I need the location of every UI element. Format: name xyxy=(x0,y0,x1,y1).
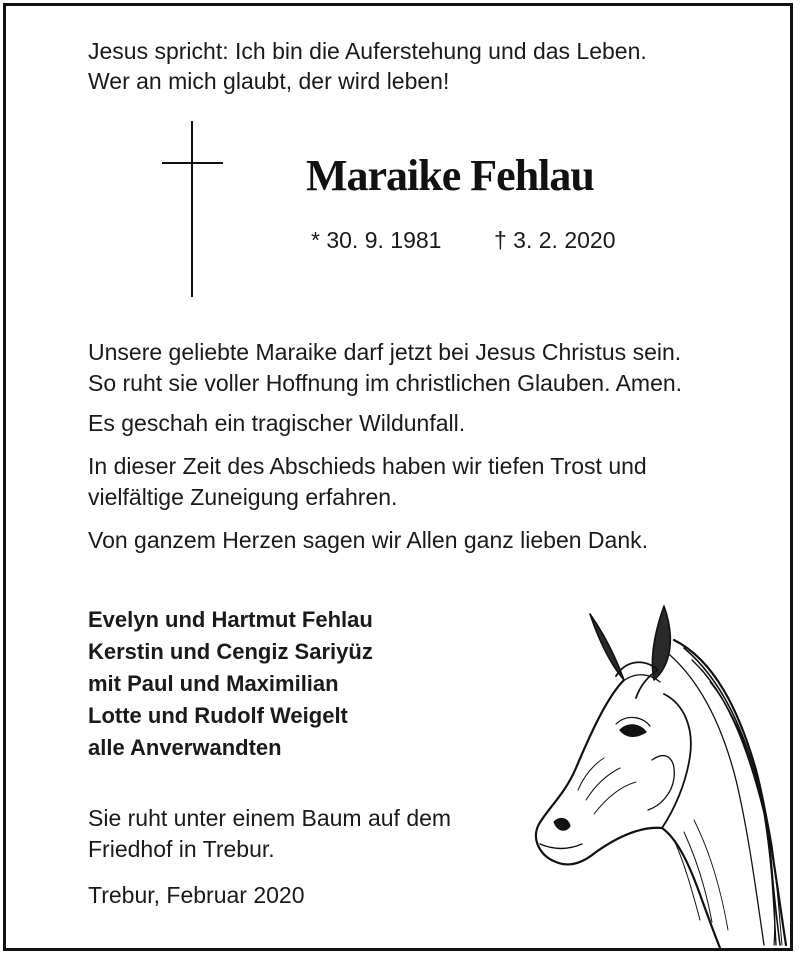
mourner-name: Evelyn und Hartmut Fehlau xyxy=(88,607,373,632)
message-line-3: Es geschah ein tragischer Wildunfall. xyxy=(88,410,466,436)
bible-verse-line-2: Wer an mich glaubt, der wird leben! xyxy=(88,68,450,94)
mourner-name: Kerstin und Cengiz Sariyüz xyxy=(88,639,373,664)
mourner-name: alle Anverwandten xyxy=(88,735,282,760)
message-line-2: So ruht sie voller Hoffnung im christlichen Glauben. Amen. xyxy=(88,370,683,396)
burial-note-line-2: Friedhof in Trebur. xyxy=(88,836,275,862)
message-line-1: Unsere geliebte Maraike darf jetzt bei Jesus Christus sein. xyxy=(88,339,682,365)
burial-note-line-1: Sie ruht unter einem Baum auf dem xyxy=(88,805,452,831)
mourner-name: Lotte und Rudolf Weigelt xyxy=(88,703,348,728)
bible-verse-line-1: Jesus spricht: Ich bin die Auferstehung und das Leben. xyxy=(88,38,647,64)
deceased-name: Maraike Fehlau xyxy=(306,151,594,200)
death-date: † 3. 2. 2020 xyxy=(494,227,616,253)
message-line-4: In dieser Zeit des Abschieds haben wir tiefen Trost und xyxy=(88,453,647,479)
message-line-6: Von ganzem Herzen sagen wir Allen ganz lieben Dank. xyxy=(88,527,649,553)
message-line-5: vielfältige Zuneigung erfahren. xyxy=(88,484,398,510)
place-and-date: Trebur, Februar 2020 xyxy=(88,882,305,908)
mourner-name: mit Paul und Maximilian xyxy=(88,671,339,696)
birth-date: * 30. 9. 1981 xyxy=(311,227,442,253)
horse-head-illustration xyxy=(524,600,792,950)
